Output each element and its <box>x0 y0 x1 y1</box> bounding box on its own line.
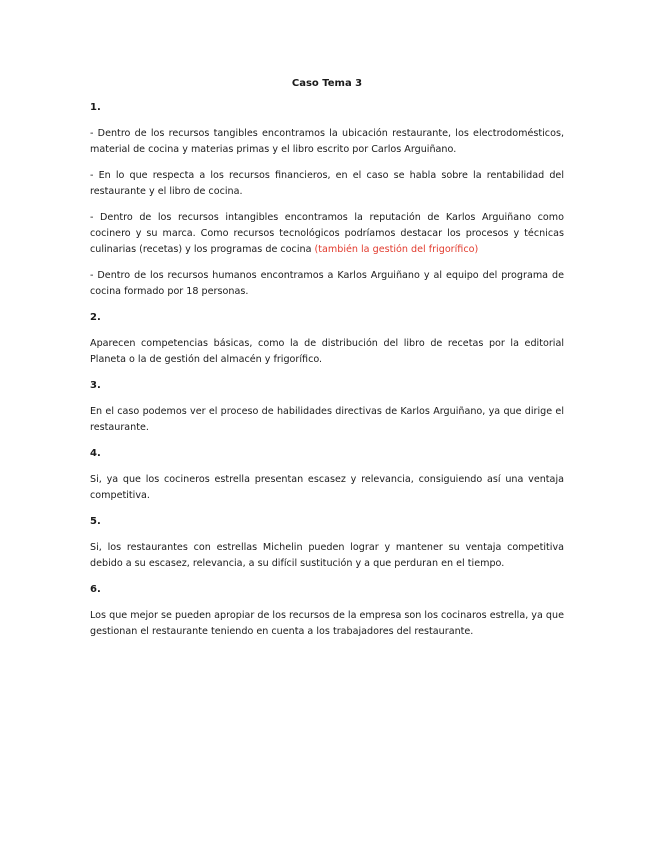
section-1-number: 1. <box>90 102 101 113</box>
section-1-paragraph-financieros: - En lo que respecta a los recursos financieros, en el caso se habla sobre la rentabilidad del restaurante y el libro de cocina. <box>90 170 564 197</box>
section-1-paragraph-intangibles <box>90 210 564 258</box>
document-title: Caso Tema 3 <box>291 78 363 89</box>
section-4-number: 4. <box>90 448 101 459</box>
section-1-paragraph-tangibles: - Dentro de los recursos tangibles encontramos la ubicación restaurante, los electrodomésticos, material de cocina y materias primas y el libro escrito por Carlos Arguiñano. <box>90 128 564 155</box>
document-page <box>90 76 564 650</box>
section-2-number: 2. <box>90 312 101 323</box>
section-1-paragraph-humanos: - Dentro de los recursos humanos encontramos a Karlos Arguiñano y al equipo del programa de cocina formado por 18 personas. <box>90 270 564 297</box>
section-6-paragraph: Los que mejor se pueden apropiar de los recursos de la empresa son los cocinaros estrella, ya que gestionan el restaurante teniendo en cuenta a los trabajadores del restaurante. <box>90 610 564 637</box>
highlighted-annotation: (también la gestión del frigorífico) <box>311 244 479 255</box>
section-4-paragraph: Si, ya que los cocineros estrella presentan escasez y relevancia, consiguiendo así una ventaja competitiva. <box>90 474 564 501</box>
section-5-number: 5. <box>90 516 101 527</box>
intangibles-text: - Dentro de los recursos intangibles encontramos la reputación de Karlos Arguiñano como cocinero y su marca. Como recursos tecnológicos podríamos destacar los procesos y técnicas culinarias (recetas) y los programas de cocina <box>90 212 564 255</box>
section-5-paragraph: Si, los restaurantes con estrellas Michelin pueden lograr y mantener su ventaja competitiva debido a su escasez, relevancia, a su difícil sustitución y a que perduran en el tiempo. <box>90 542 564 569</box>
section-2-paragraph: Aparecen competencias básicas, como la de distribución del libro de recetas por la editorial Planeta o la de gestión del almacén y frigorífico. <box>90 338 564 365</box>
section-3-number: 3. <box>90 380 101 391</box>
section-6-number: 6. <box>90 584 101 595</box>
section-3-paragraph: En el caso podemos ver el proceso de habilidades directivas de Karlos Arguiñano, ya que dirige el restaurante. <box>90 406 564 433</box>
